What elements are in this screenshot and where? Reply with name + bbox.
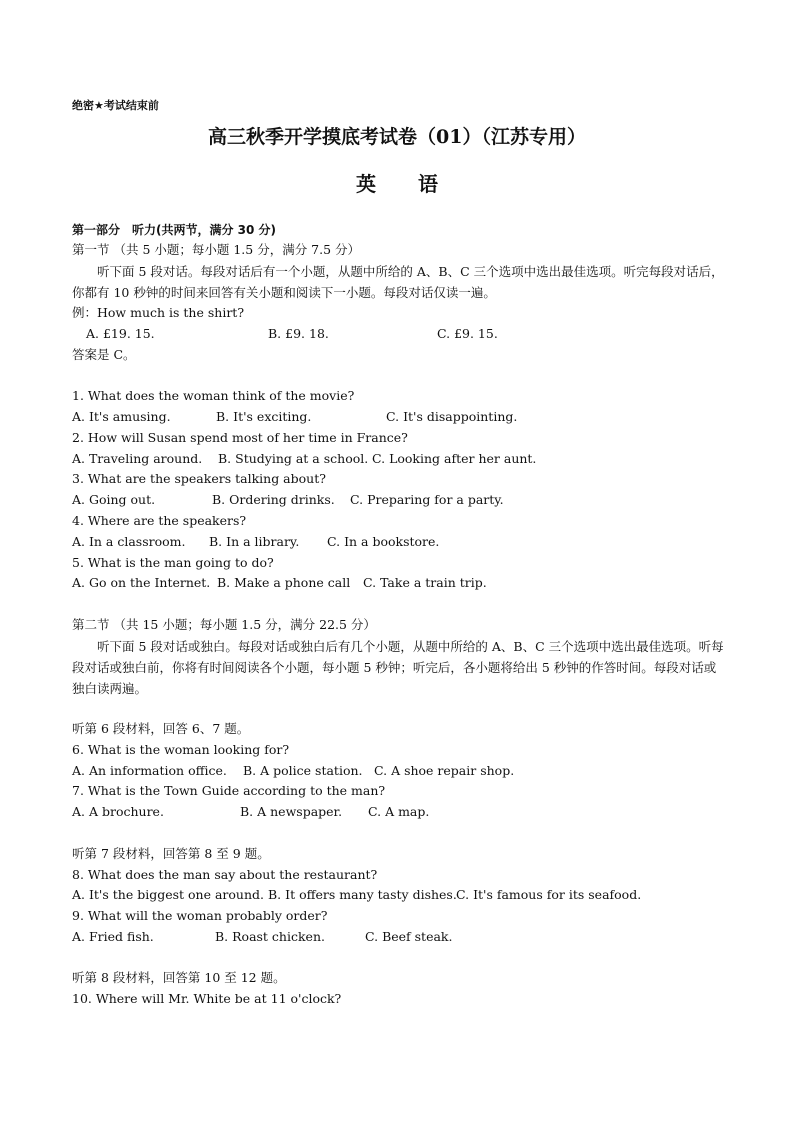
- subject-char-1: 英: [356, 172, 376, 196]
- question-10: 10. Where will Mr. White be at 11 o'clock?: [72, 991, 342, 1006]
- material6-heading: 听第 6 段材料，回答 6、7 题。: [72, 721, 250, 736]
- q2-option-a: A. Traveling around.: [72, 451, 203, 466]
- example-option-b: B. £9. 18.: [268, 326, 329, 341]
- example-question: 例：How much is the shirt?: [72, 305, 245, 320]
- q1-option-b: B. It's exciting.: [216, 409, 312, 424]
- q9-option-c: C. Beef steak.: [365, 929, 453, 944]
- section1-heading: 第一节 （共 5 小题；每小题 1.5 分，满分 7.5 分）: [72, 242, 361, 257]
- part1-heading: 第一部分 听力(共两节，满分 30 分): [72, 223, 277, 237]
- question-9: 9. What will the woman probably order?: [72, 908, 328, 923]
- q7-option-b: B. A newspaper.: [240, 804, 343, 819]
- example-option-c: C. £9. 15.: [437, 326, 498, 341]
- q3-option-b: B. Ordering drinks.: [212, 492, 335, 507]
- material7-heading: 听第 7 段材料，回答第 8 至 9 题。: [72, 846, 270, 861]
- material8-heading: 听第 8 段材料，回答第 10 至 12 题。: [72, 970, 286, 985]
- q4-option-c: C. In a bookstore.: [327, 534, 440, 549]
- q2-option-b: B. Studying at a school.: [218, 451, 369, 466]
- q7-option-a: A. A brochure.: [72, 804, 164, 819]
- example-answer: 答案是 C。: [72, 347, 136, 362]
- q3-option-c: C. Preparing for a party.: [350, 492, 504, 507]
- question-8: 8. What does the man say about the restaurant?: [72, 867, 378, 882]
- q1-option-a: A. It's amusing.: [72, 409, 171, 424]
- confidential-label: 绝密★考试结束前: [72, 99, 159, 112]
- section2-instructions: 听下面 5 段对话或独白。每段对话或独白后有几个小题，从题中所给的 A、B、C 三个选项中选出最佳选项。听每段对话或独白前，你将有时间阅读各个小题，每小题 5 秒钟；听完后，各小题将给出 5 秒钟的作答时间。每段对话或独白读两遍。: [72, 639, 724, 696]
- subject-char-2: 语: [418, 172, 438, 196]
- section1-instructions: 听下面 5 段对话。每段对话后有一个小题，从题中所给的 A、B、C 三个选项中选出最佳选项。听完每段对话后，你都有 10 秒钟的时间来回答有关小题和阅读下一小题。每段对话仅读一遍。: [72, 264, 724, 300]
- q2-option-c: C. Looking after her aunt.: [372, 451, 537, 466]
- question-6: 6. What is the woman looking for?: [72, 742, 290, 757]
- q6-option-b: B. A police station.: [243, 763, 363, 778]
- q1-option-c: C. It's disappointing.: [386, 409, 518, 424]
- question-1: 1. What does the woman think of the movie?: [72, 388, 355, 403]
- section2-heading: 第二节 （共 15 小题；每小题 1.5 分，满分 22.5 分）: [72, 617, 376, 632]
- subject-title: [0, 168, 794, 197]
- q4-option-a: A. In a classroom.: [72, 534, 186, 549]
- q5-option-c: C. Take a train trip.: [363, 575, 487, 590]
- question-2: 2. How will Susan spend most of her time in France?: [72, 430, 408, 445]
- q4-option-b: B. In a library.: [209, 534, 300, 549]
- question-7: 7. What is the Town Guide according to the man?: [72, 783, 386, 798]
- q7-option-c: C. A map.: [368, 804, 430, 819]
- q8-option-b: B. It offers many tasty dishes.: [268, 887, 457, 902]
- question-3: 3. What are the speakers talking about?: [72, 471, 326, 486]
- q5-option-b: B. Make a phone call: [217, 575, 351, 590]
- example-option-a: A. £19. 15.: [86, 326, 155, 341]
- q8-option-c: C. It's famous for its seafood.: [456, 887, 642, 902]
- q5-option-a: A. Go on the Internet.: [72, 575, 211, 590]
- question-5: 5. What is the man going to do?: [72, 555, 274, 570]
- exam-title: 高三秋季开学摸底考试卷（01）（江苏专用）: [208, 126, 586, 148]
- q6-option-c: C. A shoe repair shop.: [374, 763, 515, 778]
- q9-option-a: A. Fried fish.: [72, 929, 154, 944]
- q3-option-a: A. Going out.: [72, 492, 156, 507]
- q9-option-b: B. Roast chicken.: [215, 929, 325, 944]
- q6-option-a: A. An information office.: [72, 763, 227, 778]
- question-4: 4. Where are the speakers?: [72, 513, 247, 528]
- q8-option-a: A. It's the biggest one around.: [72, 887, 264, 902]
